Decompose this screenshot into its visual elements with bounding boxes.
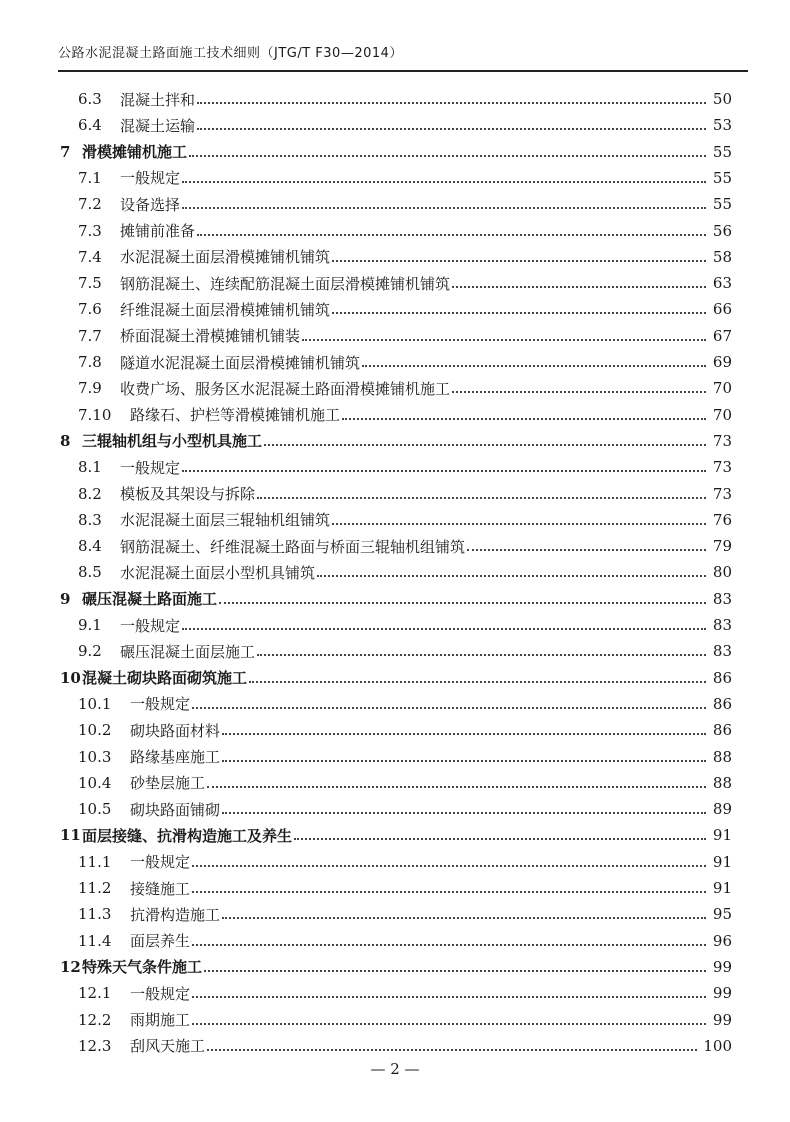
- dot-leader: [207, 786, 706, 788]
- toc-entry-number: 8.2: [78, 484, 102, 503]
- toc-entry-page: 99: [712, 984, 732, 1003]
- toc-entry-title: 水泥混凝土面层小型机具铺筑: [120, 563, 316, 582]
- toc-entry-title: 钢筋混凝土、纤维混凝土路面与桥面三辊轴机组铺筑: [120, 537, 466, 556]
- dot-leader: [192, 707, 706, 709]
- toc-entry-page: 73: [712, 458, 732, 477]
- toc-section-entry[interactable]: [0, 86, 790, 112]
- toc-entry-title: 一般规定: [120, 616, 181, 635]
- toc-entry-title: 砌块路面铺砌: [130, 800, 221, 819]
- toc-entry-number: 10.1: [78, 694, 112, 713]
- toc-section-entry[interactable]: [0, 901, 790, 927]
- dot-leader: [362, 365, 706, 367]
- toc-entry-number: 7.8: [78, 353, 102, 371]
- toc-entry-title: 桥面混凝土滑模摊铺机铺装: [120, 327, 301, 346]
- dot-leader: [182, 628, 706, 630]
- dot-leader: [189, 155, 706, 157]
- toc-entry-number: 8: [60, 431, 71, 450]
- toc-section-entry[interactable]: [0, 481, 790, 507]
- toc-entry-page: 80: [712, 563, 732, 582]
- dot-leader: [302, 339, 706, 341]
- toc-entry-page: 73: [712, 484, 732, 503]
- dot-leader: [332, 260, 706, 262]
- dot-leader: [342, 418, 706, 420]
- toc-entry-page: 96: [712, 931, 732, 950]
- toc-section-entry[interactable]: [0, 980, 790, 1006]
- toc-entry-page: 91: [712, 879, 732, 897]
- toc-entry-title: 混凝土拌和: [120, 90, 196, 109]
- toc-entry-page: 99: [712, 1010, 732, 1029]
- toc-entry-number: 12: [60, 957, 81, 976]
- toc-chapter-entry[interactable]: [0, 822, 790, 848]
- dot-leader: [182, 470, 706, 472]
- toc-section-entry[interactable]: [0, 533, 790, 559]
- toc-entry-number: 7.10: [78, 405, 112, 424]
- toc-section-entry[interactable]: [0, 349, 790, 375]
- toc-entry-number: 7.7: [78, 326, 102, 345]
- toc-section-entry[interactable]: [0, 849, 790, 875]
- toc-section-entry[interactable]: [0, 717, 790, 743]
- toc-entry-number: 6.4: [78, 116, 102, 135]
- dot-leader: [467, 549, 706, 551]
- dot-leader: [192, 891, 706, 893]
- toc-entry-page: 91: [712, 852, 732, 871]
- toc-chapter-entry[interactable]: [0, 586, 790, 612]
- toc-entry-title: 摊铺前准备: [120, 222, 196, 240]
- toc-section-entry[interactable]: [0, 638, 790, 664]
- dot-leader: [294, 838, 706, 840]
- dot-leader: [192, 865, 706, 867]
- toc-entry-number: 11.2: [78, 879, 112, 897]
- toc-entry-page: 53: [712, 116, 732, 135]
- toc-chapter-entry[interactable]: [0, 428, 790, 454]
- toc-entry-title: 一般规定: [130, 984, 191, 1003]
- toc-section-entry[interactable]: [0, 744, 790, 770]
- toc-entry-page: 83: [712, 616, 732, 634]
- toc-entry-title: 纤维混凝土面层滑模摊铺机铺筑: [120, 300, 331, 319]
- toc-entry-title: 碾压混凝土面层施工: [120, 642, 256, 661]
- toc-section-entry[interactable]: [0, 691, 790, 717]
- toc-entry-page: 50: [712, 90, 732, 108]
- dot-leader: [222, 760, 706, 762]
- toc-entry-number: 7.4: [78, 247, 102, 266]
- toc-entry-title: 一般规定: [130, 853, 191, 872]
- dot-leader: [182, 207, 706, 209]
- toc-entry-number: 10.4: [78, 773, 112, 792]
- dot-leader: [257, 497, 706, 499]
- dot-leader: [452, 391, 706, 393]
- toc-entry-number: 7.3: [78, 221, 102, 240]
- toc-entry-number: 8.1: [78, 458, 102, 477]
- running-header: 公路水泥混凝土路面施工技术细则（JTG/T F30—2014）: [58, 46, 403, 61]
- dot-leader: [317, 575, 706, 577]
- toc-section-entry[interactable]: [0, 112, 790, 138]
- toc-entry-number: 6.3: [78, 90, 102, 108]
- toc-entry-title: 一般规定: [120, 458, 181, 477]
- toc-section-entry[interactable]: [0, 165, 790, 191]
- dot-leader: [257, 654, 706, 656]
- toc-entry-page: 89: [712, 800, 732, 819]
- toc-section-entry[interactable]: [0, 875, 790, 901]
- toc-section-entry[interactable]: [0, 1007, 790, 1033]
- dot-leader: [192, 944, 706, 946]
- dot-leader: [182, 181, 706, 183]
- toc-entry-page: 55: [712, 168, 732, 187]
- toc-entry-title: 三辊轴机组与小型机具施工: [82, 432, 263, 451]
- toc-chapter-entry[interactable]: [0, 139, 790, 165]
- toc-entry-number: 7.9: [78, 379, 102, 398]
- toc-section-entry[interactable]: [0, 454, 790, 480]
- toc-section-entry[interactable]: [0, 296, 790, 322]
- toc-entry-page: 95: [712, 905, 732, 924]
- toc-section-entry[interactable]: [0, 270, 790, 296]
- toc-entry-title: 水泥混凝土面层滑模摊铺机铺筑: [120, 248, 331, 267]
- toc-section-entry[interactable]: [0, 770, 790, 796]
- toc-section-entry[interactable]: [0, 928, 790, 954]
- toc-section-entry[interactable]: [0, 402, 790, 428]
- toc-entry-number: 7.1: [78, 168, 102, 187]
- page-number: — 2 —: [370, 1060, 420, 1078]
- toc-entry-page: 70: [712, 379, 732, 398]
- toc-entry-page: 99: [712, 957, 732, 976]
- toc-section-entry[interactable]: [0, 244, 790, 270]
- toc-entry-title: 混凝土运输: [120, 116, 196, 135]
- toc-entry-page: 88: [712, 773, 732, 792]
- toc-entry-title: 砌块路面材料: [130, 721, 221, 740]
- toc-entry-title: 水泥混凝土面层三辊轴机组铺筑: [120, 511, 331, 530]
- toc-entry-number: 9: [60, 589, 71, 608]
- toc-entry-title: 混凝土砌块路面砌筑施工: [82, 669, 248, 688]
- toc-section-entry[interactable]: [0, 559, 790, 585]
- toc-section-entry[interactable]: [0, 218, 790, 244]
- toc-entry-title: 一般规定: [130, 695, 191, 714]
- toc-entry-number: 8.4: [78, 537, 102, 556]
- toc-entry-page: 58: [712, 247, 732, 266]
- toc-section-entry[interactable]: [0, 796, 790, 822]
- toc-entry-title: 刮风天施工: [130, 1037, 206, 1056]
- toc-entry-number: 11.3: [78, 905, 112, 924]
- toc-entry-number: 7.5: [78, 274, 102, 293]
- toc-entry-page: 91: [712, 826, 732, 845]
- toc-chapter-entry[interactable]: [0, 665, 790, 691]
- toc-entry-title: 面层接缝、抗滑构造施工及养生: [82, 826, 293, 845]
- toc-entry-page: 55: [712, 195, 732, 214]
- dot-leader: [222, 917, 706, 919]
- toc-entry-number: 11.1: [78, 852, 112, 871]
- toc-entry-title: 接缝施工: [130, 879, 191, 898]
- dot-leader: [197, 234, 706, 236]
- toc-entry-title: 面层养生: [130, 932, 191, 951]
- toc-entry-number: 8.5: [78, 563, 102, 582]
- toc-entry-title: 碾压混凝土路面施工: [82, 590, 218, 609]
- toc-entry-title: 一般规定: [120, 169, 181, 188]
- toc-chapter-entry[interactable]: [0, 954, 790, 980]
- toc-section-entry[interactable]: [0, 1033, 790, 1059]
- dot-leader: [222, 733, 706, 735]
- toc-entry-page: 79: [712, 537, 732, 556]
- toc-entry-page: 73: [712, 431, 732, 450]
- header-rule: [58, 70, 748, 72]
- toc-entry-page: 83: [712, 589, 732, 608]
- toc-entry-number: 7.2: [78, 195, 102, 214]
- toc-entry-number: 11.4: [78, 931, 112, 950]
- dot-leader: [192, 1023, 706, 1025]
- toc-entry-title: 模板及其架设与拆除: [120, 485, 256, 503]
- toc-entry-page: 86: [712, 668, 732, 687]
- toc-entry-page: 83: [712, 642, 732, 661]
- toc-entry-title: 钢筋混凝土、连续配筋混凝土面层滑模摊铺机铺筑: [120, 274, 451, 293]
- toc-entry-number: 11: [60, 826, 81, 845]
- toc-section-entry[interactable]: [0, 375, 790, 401]
- toc-entry-title: 砂垫层施工: [130, 774, 206, 793]
- toc-entry-page: 66: [712, 300, 732, 319]
- toc-entry-number: 7.6: [78, 300, 102, 319]
- toc-entry-number: 9.2: [78, 642, 102, 661]
- toc-entry-title: 路缘基座施工: [130, 748, 221, 766]
- toc-entry-title: 收费广场、服务区水泥混凝土路面滑模摊铺机施工: [120, 379, 451, 398]
- toc-entry-number: 10.2: [78, 721, 112, 740]
- toc-section-entry[interactable]: [0, 612, 790, 638]
- toc-entry-page: 56: [712, 221, 732, 240]
- toc-entry-title: 隧道水泥混凝土面层滑模摊铺机铺筑: [120, 353, 361, 372]
- toc-entry-number: 12.3: [78, 1036, 112, 1055]
- dot-leader: [219, 602, 706, 604]
- toc-entry-page: 55: [712, 142, 732, 161]
- toc-entry-number: 10.3: [78, 747, 112, 766]
- toc-entry-number: 12.1: [78, 984, 112, 1003]
- dot-leader: [222, 812, 706, 814]
- toc-entry-page: 88: [712, 747, 732, 766]
- dot-leader: [204, 970, 706, 972]
- toc-entry-title: 特殊天气条件施工: [82, 958, 203, 977]
- toc-entry-title: 抗滑构造施工: [130, 905, 221, 924]
- toc-entry-number: 10: [60, 668, 81, 687]
- toc-entry-number: 9.1: [78, 616, 102, 634]
- dot-leader: [192, 996, 706, 998]
- toc-entry-page: 63: [712, 274, 732, 293]
- toc-entry-number: 12.2: [78, 1010, 112, 1029]
- toc-entry-page: 70: [712, 405, 732, 424]
- dot-leader: [207, 1049, 697, 1051]
- toc-entry-page: 76: [712, 510, 732, 529]
- dot-leader: [332, 312, 706, 314]
- toc-section-entry[interactable]: [0, 191, 790, 217]
- toc-entry-title: 设备选择: [120, 195, 181, 214]
- toc-entry-number: 10.5: [78, 800, 112, 819]
- toc-entry-title: 雨期施工: [130, 1011, 191, 1029]
- toc-entry-page: 86: [712, 694, 732, 713]
- toc-entry-title: 路缘石、护栏等滑模摊铺机施工: [130, 406, 341, 425]
- dot-leader: [197, 128, 706, 130]
- dot-leader: [452, 286, 706, 288]
- toc-section-entry[interactable]: [0, 507, 790, 533]
- dot-leader: [197, 102, 706, 104]
- dot-leader: [332, 523, 706, 525]
- toc-section-entry[interactable]: [0, 323, 790, 349]
- toc-entry-number: 7: [60, 142, 71, 161]
- toc-entry-page: 100: [703, 1036, 732, 1055]
- dot-leader: [264, 444, 706, 446]
- toc-entry-title: 滑模摊铺机施工: [82, 143, 188, 162]
- dot-leader: [249, 681, 706, 683]
- toc-entry-page: 67: [712, 326, 732, 345]
- toc-entry-page: 69: [712, 353, 732, 371]
- toc-entry-page: 86: [712, 721, 732, 740]
- toc-entry-number: 8.3: [78, 510, 102, 529]
